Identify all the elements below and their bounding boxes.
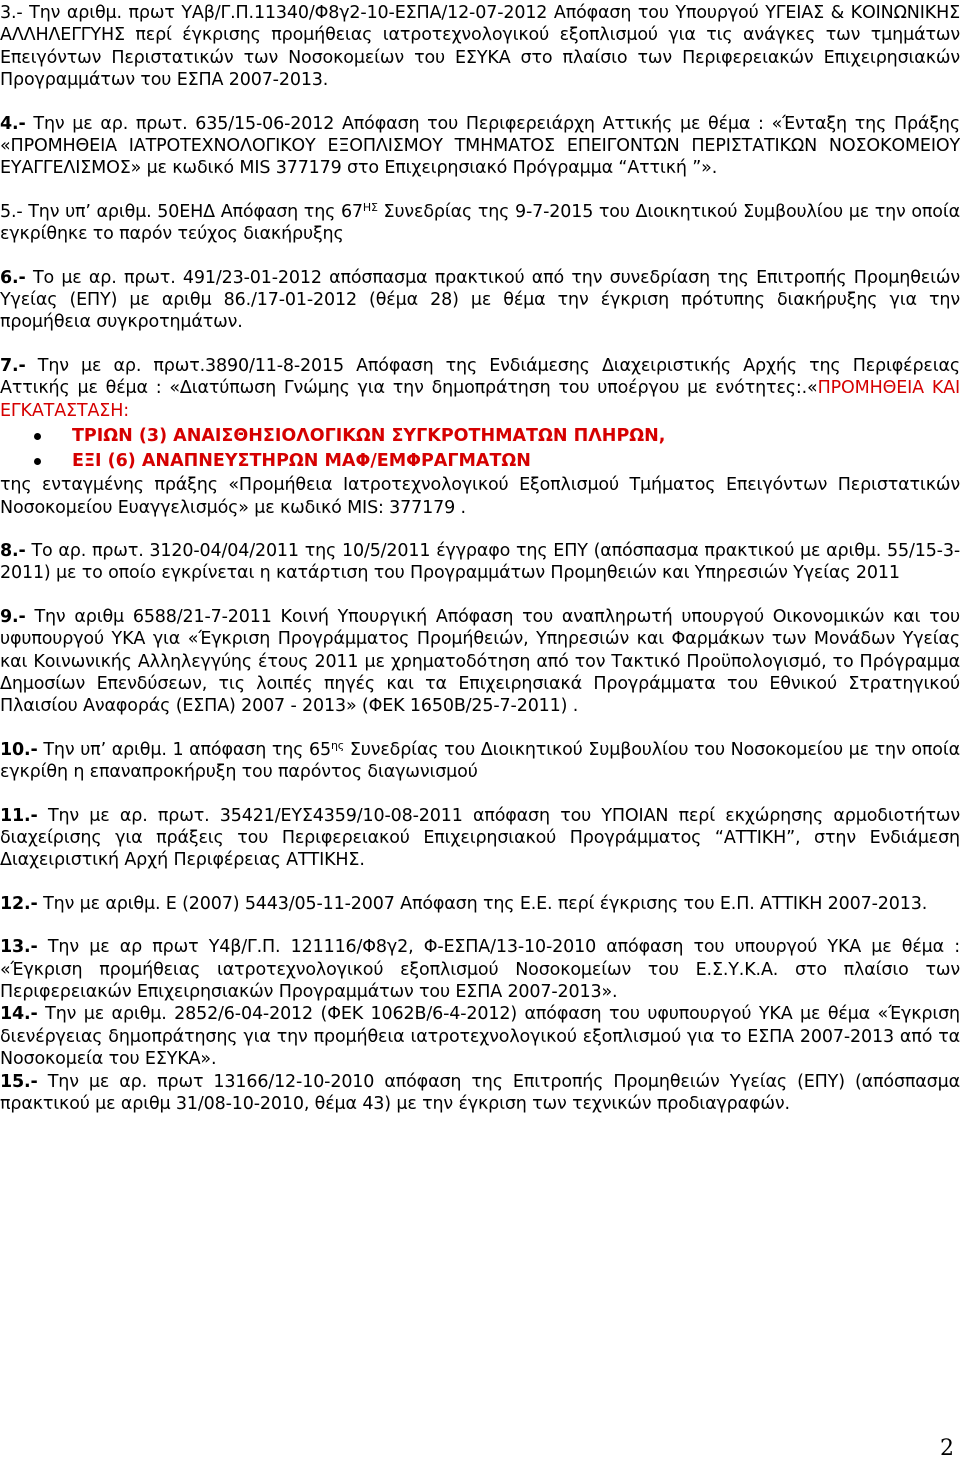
bullet-icon <box>34 433 41 440</box>
item-number: 4.- <box>0 113 26 134</box>
item-text: Την αριθμ. πρωτ ΥΑβ/Γ.Π.11340/Φ8γ2-10-ΕΣΠΑ/12-07-2012 Απόφαση του Υπουργού ΥΓΕΙΑΣ & ΚΟΙΝΩΝΙΚΗΣ ΑΛΛΗΛΕΓΓΥΗΣ περί έγκρισης προμήθειας ιατροτεχνολογικού εξοπλισμού για τις ανάγκες των τμημάτων Επειγόντων Περιστατικών των Νοσοκομείων του ΕΣΥΚΑ στο πλαίσιο των Περιφερειακών Επιχειρησιακών Προγραμμάτων του ΕΣΠΑ 2007-2013. <box>0 3 960 91</box>
item-number: 10.- <box>0 739 38 760</box>
superscript: ης <box>330 738 345 752</box>
paragraph-11 <box>0 805 960 872</box>
item-number: 5.- <box>0 201 23 222</box>
paragraph-10 <box>0 739 960 784</box>
item-text: Το αρ. πρωτ. 3120-04/04/2011 της 10/5/2011 έγγραφο της ΕΠΥ (απόσπασμα πρακτικού με αριθμ. 55/15-3-2011) με το οποίο εγκρίνεται η κατάρτιση του Προγραμμάτων Προμηθειών και Υπηρεσιών Υγείας 2011 <box>0 540 960 584</box>
item-number: 13.- <box>0 937 38 958</box>
list-item <box>0 449 960 474</box>
item-text: Την με αρ. πρωτ. 635/15-06-2012 Απόφαση του Περιφερειάρχη Αττικής με θέμα : «Ένταξη της Πράξης «ΠΡΟΜΗΘΕΙΑ ΙΑΤΡΟΤΕΧΝΟΛΟΓΙΚΟΥ ΕΞΟΠΛΙΣΜΟΥ ΤΜΗΜΑΤΟΣ ΕΠΕΙΓΟΝΤΩΝ ΠΕΡΙΣΤΑΤΙΚΩΝ ΝΟΣΟΚΟΜΕΙΟΥ ΕΥΑΓΓΕΛΙΣΜΟΣ» με κωδικό MIS 377179 στο Επιχειρησιακό Πρόγραμμα “Αττική ”». <box>0 113 960 179</box>
paragraph-15 <box>0 1071 960 1116</box>
item-number: 14.- <box>0 1004 38 1025</box>
paragraph-7 <box>0 355 960 422</box>
paragraph-6 <box>0 267 960 334</box>
superscript: ΗΣ <box>362 200 378 214</box>
item-text: Την με αρ πρωτ Υ4β/Γ.Π. 121116/Φ8γ2, Φ-ΕΣΠΑ/13-10-2010 απόφαση του υπουργού ΥΚΑ με θέμα : «Έγκριση προμήθειας ιατροτεχνολογικού εξοπλισμού Νοσοκομείων του Ε.Σ.Υ.Κ.Α. στο πλαίσιο των Περιφερειακών Επιχειρησιακών Προγραμμάτων του ΕΣΠΑ 2007-2013». <box>0 937 960 1002</box>
item-text: Την υπ’ αριθμ. 1 απόφαση της 65 <box>43 739 331 760</box>
bullet-list <box>0 424 960 474</box>
paragraph-9 <box>0 606 960 718</box>
item-number: 6.- <box>0 267 26 288</box>
item-number: 9.- <box>0 606 26 627</box>
item-number: 7.- <box>0 355 26 376</box>
paragraph-13 <box>0 936 960 1003</box>
paragraph-7-continued <box>0 474 960 519</box>
item-text: Την αριθμ 6588/21-7-2011 Κοινή Υπουργική Απόφαση του αναπληρωτή υπουργού Οικονομικών και του υφυπουργού ΥΚΑ για «Έγκριση Προγράμματος Προμήθειών, Υπηρεσιών και Φαρμάκων των Μονάδων Υγείας και Κοινωνικής Αλληλεγγύης έτους 2011 με χρηματοδότηση από τον Τακτικό Προϋπολογισμό, το Πρόγραμμα Δημοσίων Επενδύσεων, τις λοιπές πηγές και τα Επιχειρησιακά Προγράμματα του Εθνικού Στρατηγικού Πλαισίου Αναφοράς (ΕΣΠΑ) 2007 - 2013» (ΦΕΚ 1650Β/25-7-2011) . <box>0 606 960 717</box>
item-text: Το με αρ. πρωτ. 491/23-01-2012 απόσπασμα πρακτικού από την συνεδρίαση της Επιτροπής Προμηθειών Υγείας (ΕΠΥ) με αριθμ 86./17-01-2012 (θέμα 28) με θέμα την έγκριση πρότυπης διακήρυξης για την προμήθεια συγκροτημάτων. <box>0 267 960 333</box>
item-text: Την με αρ. πρωτ 13166/12-10-2010 απόφαση της Επιτροπής Προμηθειών Υγείας (ΕΠΥ) (απόσπασμα πρακτικού με αριθμ 31/08-10-2010, θέμα 43) με την έγκριση των τεχνικών προδιαγραφών. <box>0 1071 960 1115</box>
item-text: Την με αρ. πρωτ. 35421/ΕΥΣ4359/10-08-2011 απόφαση του ΥΠΟΙΑΝ περί εκχώρησης αρμοδιοτήτων διαχείρισης για πράξεις του Περιφερειακού Επιχειρησιακού Προγράμματος “ΑΤΤΙΚΗ”, στην Ενδιάμεση Διαχειριστική Αρχή Περιφέρειας ΑΤΤΙΚΗΣ. <box>0 805 960 871</box>
page-number: 2 <box>940 1436 954 1461</box>
item-text-continued: Συνεδρίας της 9-7-2015 του Διοικητικού Συμβουλίου με την οποία εγκρίθηκε το παρόν τεύχος διακήρυξης <box>0 201 960 245</box>
item-number: 11.- <box>0 805 38 826</box>
highlighted-heading: ΠΡΟΜΗΘΕΙΑ ΚΑΙ ΕΓΚΑΤΑΣΤΑΣΗ: <box>0 378 960 421</box>
item-text: Την με αρ. πρωτ.3890/11-8-2015 Απόφαση της Ενδιάμεσης Διαχειριστικής Αρχής της Περιφέρειας Αττικής με θέμα : «Διατύπωση Γνώμης για την δημοπράτηση του υποέργου με ενότητες:.« <box>0 355 960 399</box>
item-number: 3.- <box>0 3 23 23</box>
item-number: 15.- <box>0 1071 38 1092</box>
paragraph-5 <box>0 201 960 246</box>
item-text-continued: Συνεδρίας του Διοικητικού Συμβουλίου του Νοσοκομείου με την οποία εγκρίθη η επαναπροκήρυξη του παρόντος διαγωνισμού <box>0 739 960 783</box>
paragraph-14 <box>0 1003 960 1070</box>
paragraph-4 <box>0 113 960 180</box>
item-text: Την υπ’ αριθμ. 50ΕΗΔ Απόφαση της 67 <box>28 201 363 222</box>
item-text: Την με αριθμ. Ε (2007) 5443/05-11-2007 Απόφαση της Ε.Ε. περί έγκρισης του Ε.Π. ΑΤΤΙΚΗ 2007-2013. <box>43 893 928 914</box>
paragraph-12 <box>0 893 960 915</box>
list-item <box>0 424 960 449</box>
paragraph-8 <box>0 540 960 585</box>
bullet-text: ΕΞΙ (6) ΑΝΑΠΝΕΥΣΤΗΡΩΝ ΜΑΦ/ΕΜΦΡΑΓΜΑΤΩΝ <box>72 451 531 472</box>
item-text: της ενταγμένης πράξης «Προμήθεια Ιατροτεχνολογικού Εξοπλισμού Τμήματος Επειγόντων Περιστατικών Νοσοκομείου Ευαγγελισμός» με κωδικό MIS: 377179 . <box>0 475 960 518</box>
bullet-text: ΤΡΙΩΝ (3) ΑΝΑΙΣΘΗΣΙΟΛΟΓΙΚΩΝ ΣΥΓΚΡΟΤΗΜΑΤΩΝ ΠΛΗΡΩΝ, <box>72 426 666 447</box>
item-number: 12.- <box>0 893 38 914</box>
paragraph-3 <box>0 2 960 92</box>
item-text: Την με αριθμ. 2852/6-04-2012 (ΦΕΚ 1062Β/6-4-2012) απόφαση του υφυπουργού ΥΚΑ με θέμα «Έγκριση διενέργειας δημοπράτησης για την προμήθεια ιατροτεχνολογικού εξοπλισμού για το ΕΣΠΑ 2007-2013 από τα Νοσοκομεία του ΕΣΥΚΑ». <box>0 1004 960 1070</box>
bullet-icon <box>34 458 41 465</box>
item-number: 8.- <box>0 540 26 561</box>
